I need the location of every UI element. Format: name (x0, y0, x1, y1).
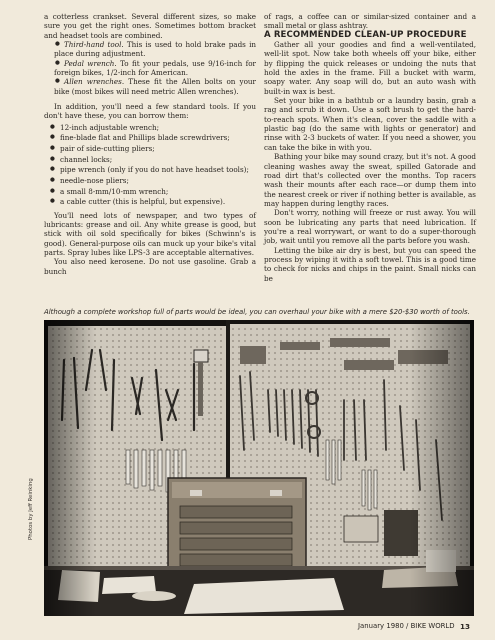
tool-name: Pedal wrench. (64, 58, 117, 68)
issue-date: January 1980 / (358, 622, 411, 630)
list-item: ● pipe wrench (only if you do not have headset tools); (44, 165, 256, 174)
paragraph: Don't worry, nothing will freeze or rust away. You will soon be lubricating any parts that need lubrication. If you're a real worrywart, or want to do a super-thorough job, wait until you remove all the parts before you wash. (264, 208, 476, 246)
paragraph: You'll need lots of newspaper, and two types of lubricants: grease and oil. Any white grease is good, but stick with oil sold specifically for bikes (Schwinn's is good). General-purpose oils can muck up your bike's vital parts. Spray lubes like LPS-3 are acceptable alternatives. (44, 210, 256, 257)
list-item: ● fine-blade flat and Phillips blade screwdrivers; (44, 133, 256, 142)
list-item: ● 12-inch adjustable wrench; (44, 123, 256, 132)
left-column (44, 12, 256, 276)
paragraph: Set your bike in a bathtub or a laundry basin, grab a rag and scrub it down. Use a soft brush to get the hard-to-reach spots. When it's clean, cover the saddle with a plastic bag (do the same with lights or generator) and rinse with 2-3 buckets of water. If you need a shower, you can take the bike in with you. (264, 96, 476, 152)
tool-description: These fit the Allen bolts on your bike (most bikes will need metric Allen wrenches). (54, 77, 256, 96)
section-heading: A RECOMMENDED CLEAN-UP PROCEDURE (264, 29, 467, 40)
photo-credit: Photos by Jeff Reinking (28, 478, 34, 540)
paragraph: Gather all your goodies and find a well-ventilated, well-lit spot. Now take both wheels off your bike, either by flipping the quick releases or undoing the nuts that hold the axles in the frame. Fill a bucket with warm, soapy water. Any soap will do, but an auto wash with built-in wax is best. (264, 40, 476, 96)
pegboard-tools-image (44, 320, 474, 616)
workshop-photo (44, 320, 474, 616)
paragraph: of rags, a coffee can or similar-sized container and a small metal or glass ashtray. (264, 12, 476, 31)
tool-item (44, 59, 256, 78)
list-item: ● channel locks; (44, 155, 256, 164)
tool-description: To fit your pedals, use 9/16-inch for foreign bikes, 1/2-inch for American. (54, 58, 256, 78)
tool-description: This is used to hold brake pads in place during adjustment. (54, 40, 256, 59)
paragraph: You also need kerosene. Do not use gasoline. Grab a bunch (44, 257, 256, 276)
magazine-name: BIKE WORLD (410, 622, 455, 630)
tool-item (44, 40, 256, 59)
list-item: ● pair of side-cutting pliers; (44, 144, 256, 153)
photo-caption: Although a complete workshop full of parts would be ideal, you can overhaul your bike with a mere $20-$30 worth of tools. (44, 308, 470, 316)
list-item: ● needle-nose pliers; (44, 176, 256, 185)
tool-name: Third-hand tool. (64, 40, 124, 50)
paragraph: In addition, you'll need a few standard tools. If you don't have these, you can borrow them: (44, 102, 256, 121)
right-column (264, 12, 476, 283)
list-item: ● a cable cutter (this is helpful, but expensive). (44, 197, 256, 206)
list-item: ● a small 8-mm/10-mm wrench; (44, 187, 256, 196)
paragraph: Letting the bike air dry is best, but you can speed the process by wiping it with a soft towel. This is a good time to check for nicks and chips in the paint. Small nicks can be (264, 245, 476, 283)
paragraph: Bathing your bike may sound crazy, but it's not. A good cleaning washes away the sweat, spilled Gatorade and road dirt that's collected over the months. Top racers wash their mounts after each race—or dump them into the nearest creek or river if nothing better is available, as may happen during lengthy races. (264, 152, 476, 208)
standard-tools-list (44, 123, 256, 207)
tool-item (44, 77, 256, 96)
paragraph: a cotterless crankset. Several different sizes, so make sure you get the right ones. Sometimes bottom bracket and headset tools are combined. (44, 12, 256, 40)
tool-name: Allen wrenches. (64, 77, 125, 87)
page-footer (358, 622, 455, 630)
page-number: 13 (460, 622, 471, 631)
